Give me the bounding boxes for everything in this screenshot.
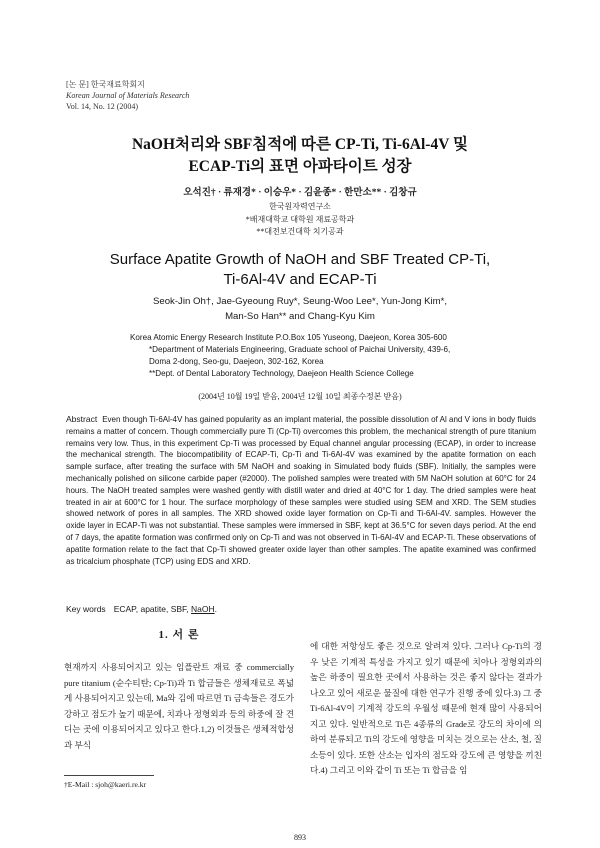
title-english-line1: Surface Apatite Growth of NaOH and SBF Treated CP-Ti, [109,251,491,268]
title-english [40,250,560,290]
abstract-text: Even though Ti-6Al-4V has gained popularity as an implant material, the possible dissolution of Al and V ions in body fluids remains a matter of concern. Though commercially pure Ti (Cp-Ti) overcomes this problem, the mechanical strength of pure titanium remains very low. Thus, in this experiment Cp-Ti was processed by Equal channel angular processing (ECAP), in order to increase the mechanical strength. The biocompatibility of ECAP-Ti, Cp-Ti and Ti-6Al-4V was examined by the apatite formation on each sample surface, after treating the surface with 5M NaOH and soaking in Simulated body fluids (SBF). Initially, the samples were mechanically polished on silicone carbide paper (#2000). The polished samples were treated with 5M NaOH solution at 60°C for 24 hours. The NaOH treated samples were washed gently with distill water and dried at 40°C for 1 day. The dried samples were heat treated in air at 600°C for 1 hour. The surface morphology of these samples were studied using SEM and XRD. The SEM studies showed network of pores in all samples. The XRD showed oxide layer formation on Cp-Ti and Ti-6Al-4V. samples. However the oxide layer in ECAP-Ti was not substantial. These samples were immersed in SBF, kept at 36.5°C for seven days period. At the end of 7 days, the apatite formation was confirmed only on Cp-Ti and was not observed in Ti-6Al-4V and ECAP-Ti. These observations of apatite formation relate to the fact that Cp-Ti showed greater oxide layer than other samples. The apatite examined was confirmed as tricalcium phosphate (TCP) using EDS and XRD. [66,415,536,566]
body-column-right: 에 대한 저항성도 좋은 것으로 알려져 있다. 그러나 Cp-Ti의 경우 낮은 기계적 특성을 가지고 있기 때문에 치아나 정형외과의 높은 하중이 필요한 곳에서 사용하는 것은 좋지 않다는 결과가 나오고 있어 새로운 물질에 대한 연구가 진행 중에 있다.3) 그 중 Ti-6Al-4V이 기계적 강도의 우월성 때문에 현재 많이 사용되어지고 있다. 일반적으로 Ti은 4종류의 Grade로 강도의 차이에 의하여 분류되고 Ti의 강도에 영향을 미치는 것으로는 산소, 철, 질소등이 있다. 또한 산소는 입자의 점도와 강도에 큰 영향을 끼친다.4) 그리고 이와 같이 Ti 또는 Ti 합금을 임 [310,641,542,775]
keywords-end: . [214,604,218,614]
affiliation-en-4: **Dept. of Dental Laboratory Technology, Daejeon Health Science College [149,369,414,378]
keywords-text: ECAP, apatite, SBF, [113,604,192,614]
affiliation-en-3: Doma 2-dong, Seo-gu, Daejeon, 302-162, Korea [149,357,324,366]
authors-english [40,294,560,324]
title-korean [40,134,560,178]
affiliation-en-1: Korea Atomic Energy Research Institute P.O.Box 105 Yuseong, Daejeon, Korea 305-600 [130,333,447,342]
footnote-divider [64,775,154,776]
journal-name-ko: [논 문] 한국재료학회지 [66,80,145,89]
body-column-left: 현재까지 사용되어지고 있는 임플란트 재료 중 commercially pure titanium (순수티탄; Cp-Ti)과 Ti 합금들은 생체재료로 폭넓게 사용되어지고 있는데, Ma와 김에 따르면 Ti 금속들은 경도가 강하고 점도가 높기 때문에, 치과나 정형외과 등의 하중에 잘 견디는 곳에 이용되어지고 있다고 한다.1,2) 이것들은 생체적합성과 부식 [64,662,294,750]
section-heading-introduction: 1. 서 론 [158,629,200,641]
authors-korean: 오석진† · 류재경* · 이승우* · 김윤종* · 한만소** · 김창규 [183,188,417,198]
keywords-label: Key words [66,604,106,614]
abstract [66,414,536,567]
title-korean-line1: NaOH처리와 SBF침적에 따른 CP-Ti, Ti-6Al-4V 및 [131,136,468,153]
keyword-naoh: NaOH [191,604,215,614]
journal-volume: Vol. 14, No. 12 (2004) [66,102,139,111]
authors-english-line1: Seok-Jin Oh†, Jae-Gyeoung Ruy*, Seung-Woo Lee*, Yun-Jong Kim*, [152,296,448,307]
affiliation-en-2: *Department of Materials Engineering, Graduate school of Paichai University, 439-6, [149,345,451,354]
page-number: 893 [294,833,306,842]
affiliations-english [130,332,450,380]
title-english-line2: Ti-6Al-4V and ECAP-Ti [223,271,377,288]
abstract-label: Abstract [66,414,98,424]
footnote-email: †E-Mail : sjoh@kaeri.re.kr [64,780,147,789]
affiliation-ko-2: *배재대학교 대학원 재료공학과 [245,214,355,224]
received-dates: (2004년 10월 19일 받음, 2004년 12월 10일 최종수정본 받음) [198,392,402,401]
title-korean-line2: ECAP-Ti의 표면 아파타이트 성장 [188,158,412,175]
journal-name-en: Korean Journal of Materials Research [66,91,190,100]
authors-english-line2: Man-So Han** and Chang-Kyu Kim [225,311,375,322]
journal-header [66,79,189,112]
affiliations-korean [40,201,560,239]
keywords [66,604,217,614]
affiliation-ko-1: 한국원자력연구소 [269,202,331,211]
affiliation-ko-3: **대전보건대학 치기공과 [256,227,344,236]
